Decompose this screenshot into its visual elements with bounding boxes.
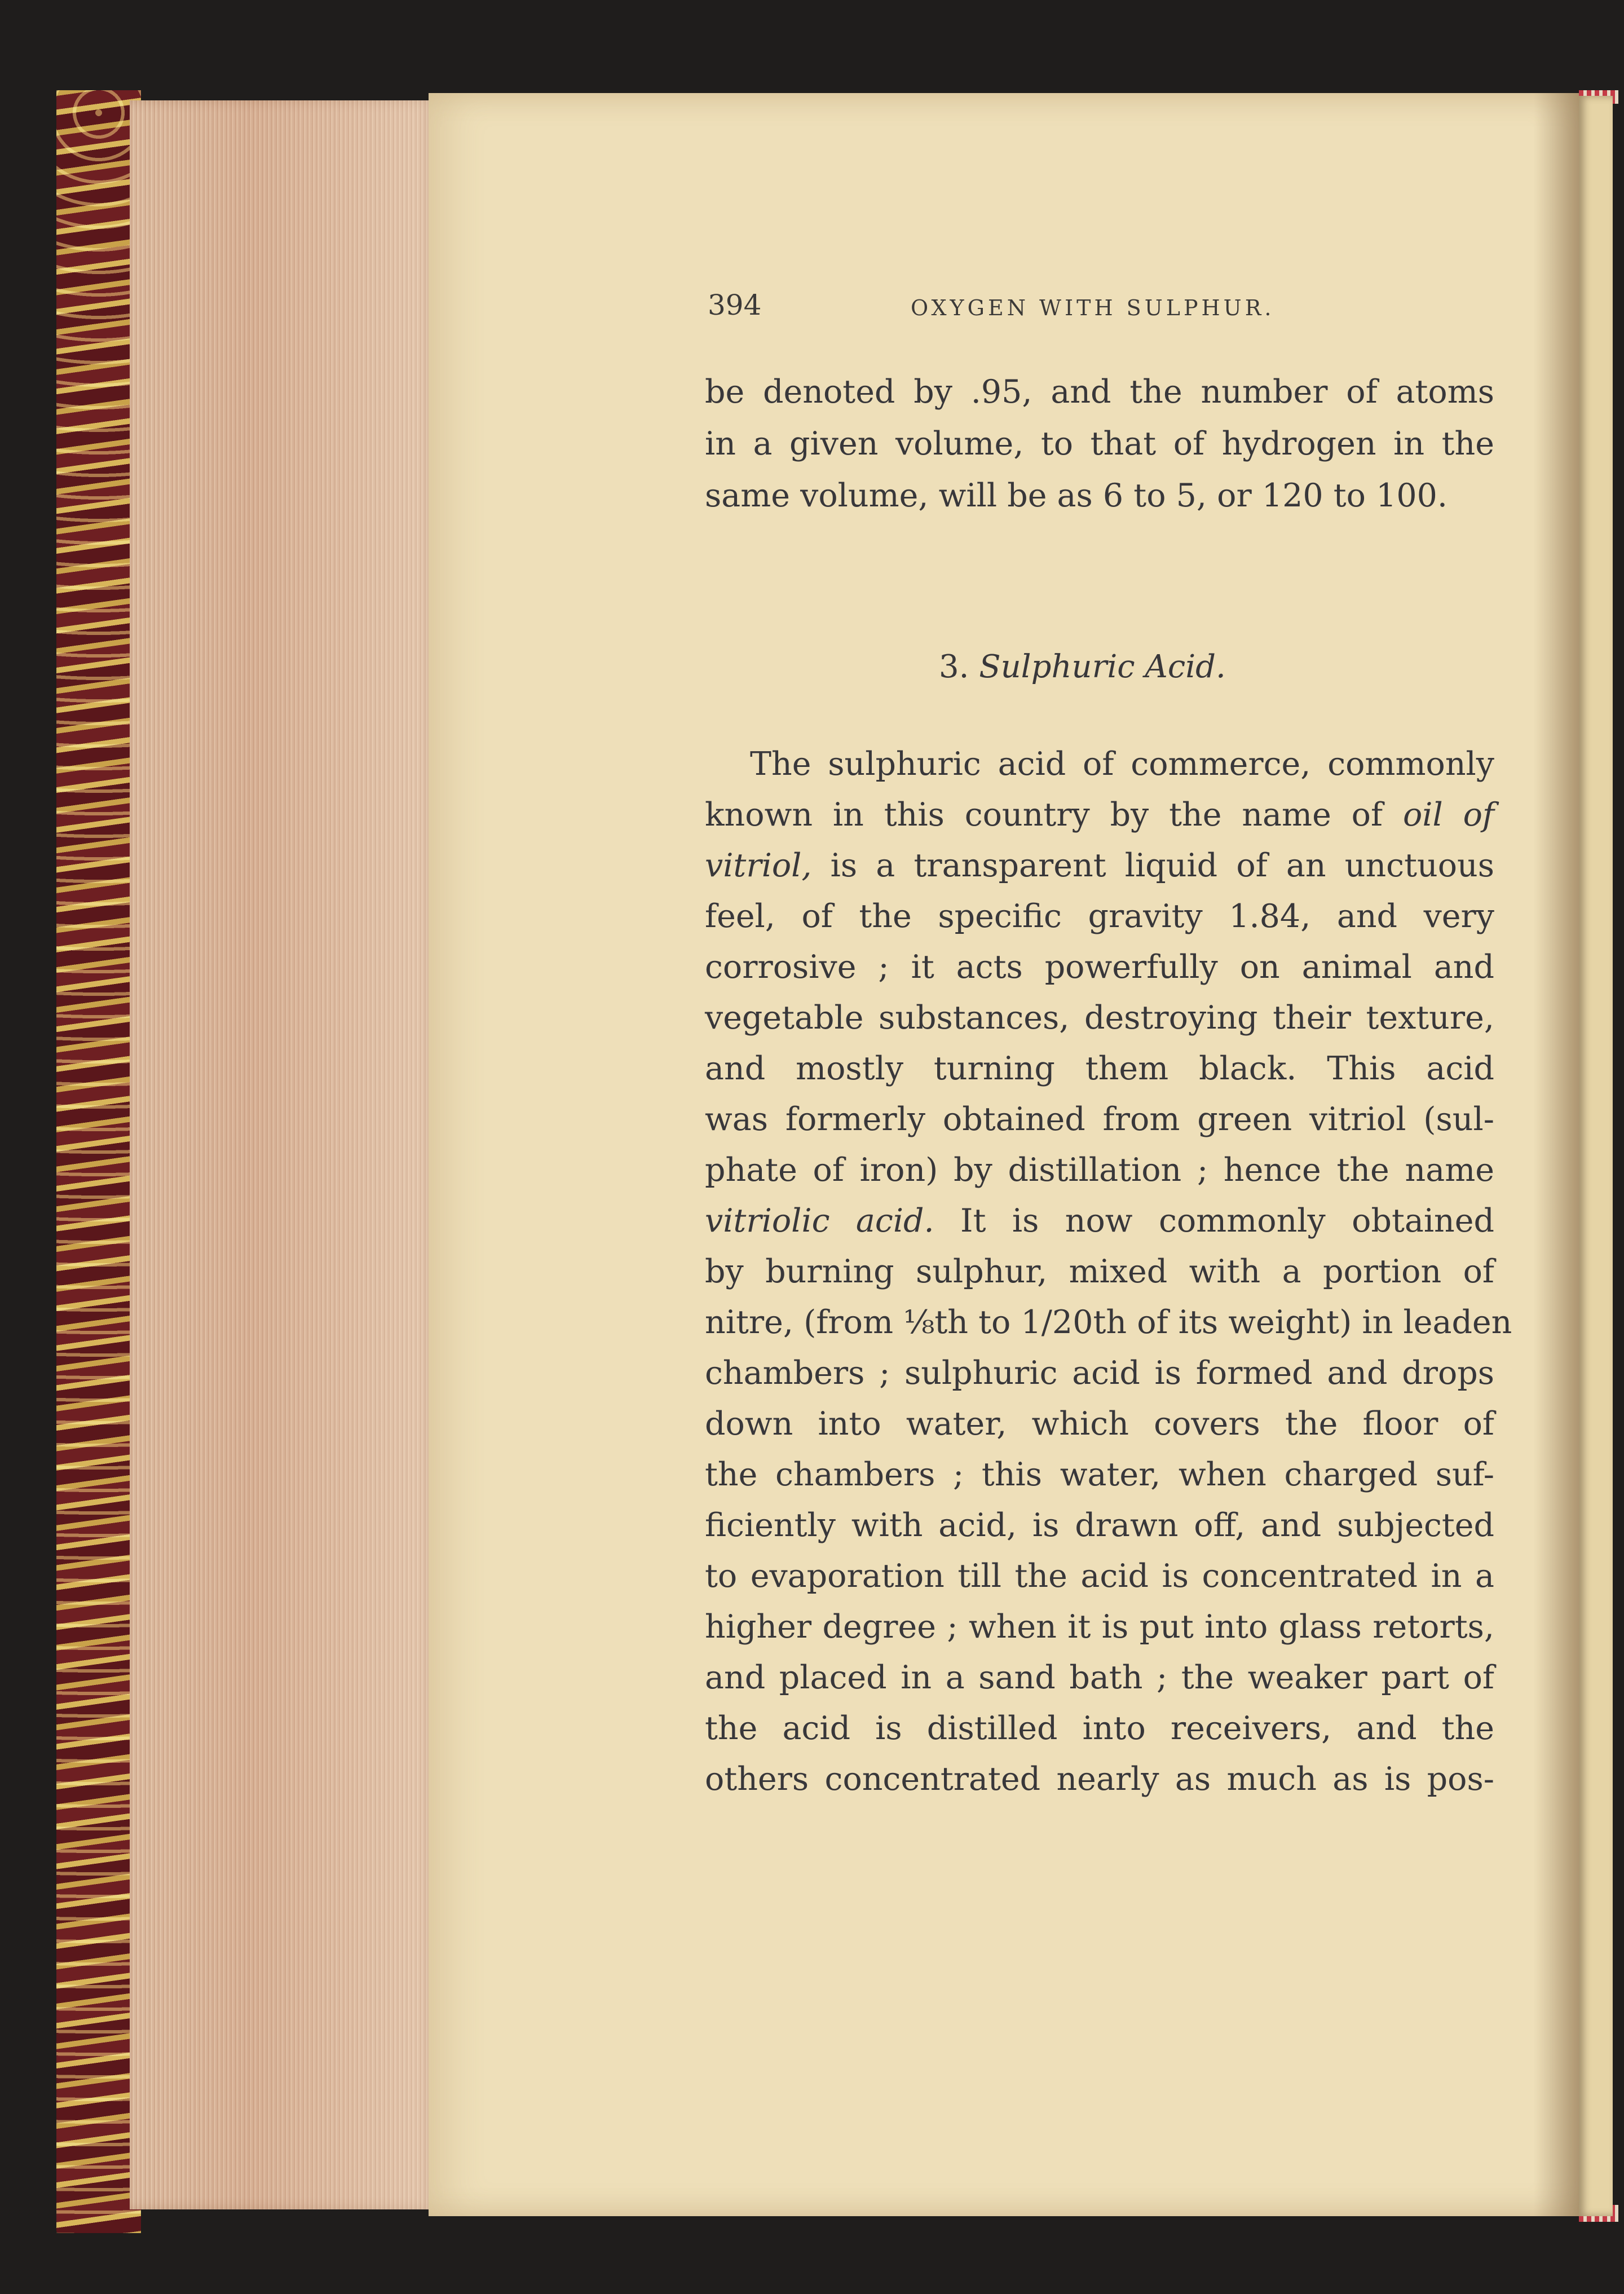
text-line: feel, of the specific gravity 1.84, and very [705, 898, 1494, 935]
text-line: the chambers ; this water, when charged suf- [705, 1456, 1494, 1493]
page-header [708, 289, 1497, 334]
text-line: down into water, which covers the floor of [705, 1405, 1494, 1442]
text-line: The sulphuric acid of commerce, commonly [750, 745, 1494, 783]
text-line: same volume, will be as 6 to 5, or 120 to 100. [705, 477, 1448, 514]
text-line: others concentrated nearly as much as is pos- [705, 1761, 1494, 1798]
section-heading [939, 649, 1226, 685]
section-title: Sulphuric Acid. [979, 649, 1226, 685]
page-fore-edge [130, 100, 434, 2209]
text-line: in a given volume, to that of hydrogen in the [705, 425, 1494, 462]
text-line: was formerly obtained from green vitriol (sul- [705, 1101, 1494, 1138]
italic-term: oil of [1402, 796, 1495, 833]
italic-term: vitriolic acid. [705, 1202, 934, 1239]
text-span: It is now commonly obtained [934, 1202, 1494, 1239]
text-line: to evaporation till the acid is concentrated in a [705, 1558, 1494, 1595]
text-span: known in this country by the name of [705, 796, 1403, 833]
text-line: the acid is distilled into receivers, and the [705, 1710, 1494, 1747]
text-line [705, 792, 1494, 837]
text-line: vegetable substances, destroying their texture, [705, 999, 1494, 1036]
gilt-leather-board [56, 90, 141, 2233]
text-line [705, 1198, 1494, 1243]
text-line: and mostly turning them black. This acid [705, 1050, 1494, 1087]
show-through [716, 530, 1494, 575]
italic-term: vitriol, [705, 847, 812, 884]
text-line [705, 843, 1494, 888]
facing-page-edge [1579, 96, 1613, 2216]
section-number: 3. [939, 649, 969, 685]
text-line: by burning sulphur, mixed with a portion of [705, 1253, 1494, 1290]
text-line: ficiently with acid, is drawn off, and subjected [705, 1507, 1494, 1544]
text-line: nitre, (from ⅛th to 1/20th of its weight) in leaden [705, 1304, 1512, 1341]
text-line: phate of iron) by distillation ; hence the name [705, 1152, 1494, 1189]
page-number: 394 [708, 289, 762, 321]
text-line: higher degree ; when it is put into glass retorts, [705, 1608, 1494, 1645]
text-line: and placed in a sand bath ; the weaker part of [705, 1659, 1494, 1696]
text-line: chambers ; sulphuric acid is formed and drops [705, 1355, 1494, 1392]
fore-edge-shade [130, 100, 434, 2209]
text-line: corrosive ; it acts powerfully on animal and [705, 949, 1494, 986]
text-line: be denoted by .95, and the number of atoms [705, 373, 1494, 411]
gutter-shadow [1534, 93, 1579, 2216]
running-head: OXYGEN WITH SULPHUR. [911, 295, 1275, 320]
text-span: is a transparent liquid of an unctuous [811, 847, 1494, 884]
